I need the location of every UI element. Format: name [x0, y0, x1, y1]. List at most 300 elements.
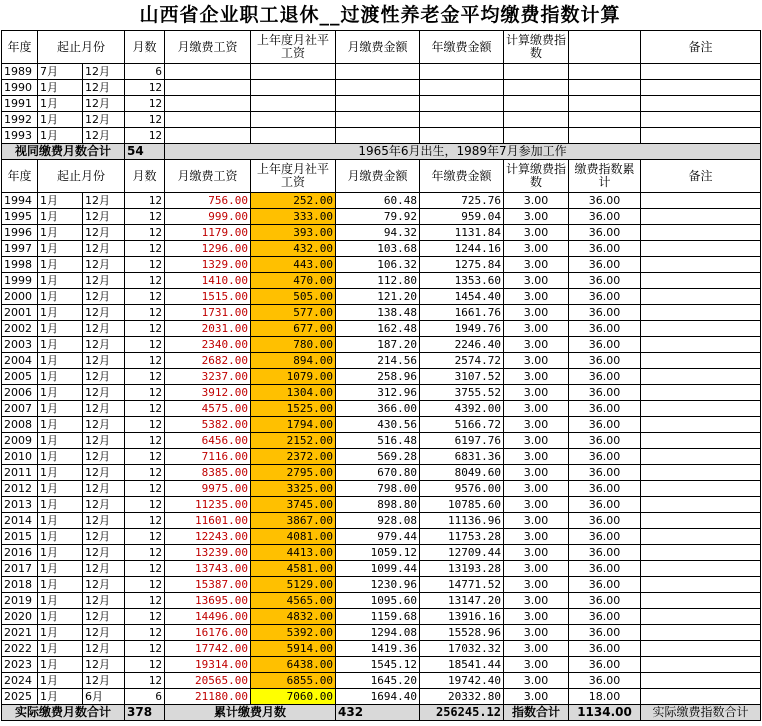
cell-index-cum[interactable]: 36.00	[569, 225, 641, 241]
cell-index[interactable]: 3.00	[504, 241, 569, 257]
cell-monthly-wage[interactable]: 13695.00	[165, 593, 251, 609]
cell-monthly-wage[interactable]: 756.00	[165, 193, 251, 209]
cell-annual-amount[interactable]: 13916.16	[420, 609, 504, 625]
cell-index[interactable]: 3.00	[504, 561, 569, 577]
cell-start-month[interactable]: 1月	[38, 593, 83, 609]
cell-end-month[interactable]: 12月	[83, 545, 125, 561]
cell-year[interactable]: 2008	[2, 417, 38, 433]
cell-empty[interactable]	[251, 80, 336, 96]
cell-index-cum[interactable]: 36.00	[569, 673, 641, 689]
cell-year[interactable]: 2025	[2, 689, 38, 705]
cell-avg-wage[interactable]: 5914.00	[251, 641, 336, 657]
cell-index-cum[interactable]: 36.00	[569, 465, 641, 481]
cell-end-month[interactable]: 12月	[83, 241, 125, 257]
header-months[interactable]: 月数	[125, 160, 165, 193]
cell-monthly-wage[interactable]: 13239.00	[165, 545, 251, 561]
cell-year[interactable]: 2002	[2, 321, 38, 337]
cell-end-month[interactable]: 12月	[83, 225, 125, 241]
cell-months[interactable]: 12	[125, 657, 165, 673]
cell-monthly-wage[interactable]: 20565.00	[165, 673, 251, 689]
cell-monthly-wage[interactable]: 12243.00	[165, 529, 251, 545]
cell-monthly-wage[interactable]: 21180.00	[165, 689, 251, 705]
cell-monthly-amount[interactable]: 928.08	[336, 513, 420, 529]
cell-avg-wage[interactable]: 4581.00	[251, 561, 336, 577]
cell-index[interactable]: 3.00	[504, 385, 569, 401]
cell-end-month[interactable]: 12月	[83, 481, 125, 497]
cell-end-month[interactable]: 12月	[83, 128, 125, 144]
cell-annual-amount[interactable]: 4392.00	[420, 401, 504, 417]
cell-remark[interactable]	[641, 321, 761, 337]
cell-end-month[interactable]: 12月	[83, 385, 125, 401]
cell-year[interactable]: 2005	[2, 369, 38, 385]
cell-index-cum[interactable]: 36.00	[569, 305, 641, 321]
cell-empty[interactable]	[504, 80, 569, 96]
cell-index[interactable]: 3.00	[504, 465, 569, 481]
cell-index-cum[interactable]: 36.00	[569, 401, 641, 417]
cell-index[interactable]: 3.00	[504, 481, 569, 497]
cell-monthly-wage[interactable]: 1296.00	[165, 241, 251, 257]
cell-monthly-amount[interactable]: 60.48	[336, 193, 420, 209]
cell-empty[interactable]	[504, 128, 569, 144]
cell-empty[interactable]	[165, 80, 251, 96]
cell-months[interactable]: 12	[125, 433, 165, 449]
cell-index[interactable]: 3.00	[504, 609, 569, 625]
cell-year[interactable]: 2012	[2, 481, 38, 497]
cell-avg-wage[interactable]: 780.00	[251, 337, 336, 353]
cell-remark[interactable]	[641, 641, 761, 657]
cell-remark[interactable]	[641, 497, 761, 513]
cell-year[interactable]: 2013	[2, 497, 38, 513]
cell-end-month[interactable]: 12月	[83, 305, 125, 321]
cell-monthly-wage[interactable]: 3237.00	[165, 369, 251, 385]
cell-annual-amount[interactable]: 9576.00	[420, 481, 504, 497]
cell-monthly-wage[interactable]: 14496.00	[165, 609, 251, 625]
cell-index-cum[interactable]: 18.00	[569, 689, 641, 705]
cell-start-month[interactable]: 1月	[38, 193, 83, 209]
cell-end-month[interactable]: 12月	[83, 417, 125, 433]
cell-avg-wage[interactable]: 505.00	[251, 289, 336, 305]
cell-annual-amount[interactable]: 19742.40	[420, 673, 504, 689]
cell-remark[interactable]	[641, 673, 761, 689]
cell-monthly-amount[interactable]: 121.20	[336, 289, 420, 305]
cell-index-cum[interactable]: 36.00	[569, 289, 641, 305]
cell-remark[interactable]	[641, 209, 761, 225]
cell-monthly-wage[interactable]: 2340.00	[165, 337, 251, 353]
cell-annual-amount[interactable]: 8049.60	[420, 465, 504, 481]
cell-remark[interactable]	[641, 545, 761, 561]
cell-remark[interactable]	[641, 561, 761, 577]
cell-monthly-wage[interactable]: 6456.00	[165, 433, 251, 449]
cell-year[interactable]: 2011	[2, 465, 38, 481]
cell-start-month[interactable]: 1月	[38, 241, 83, 257]
cell-index[interactable]: 3.00	[504, 417, 569, 433]
cell-remark[interactable]	[641, 593, 761, 609]
cell-start-month[interactable]: 7月	[38, 64, 83, 80]
cell-end-month[interactable]: 12月	[83, 641, 125, 657]
cell-monthly-amount[interactable]: 1294.08	[336, 625, 420, 641]
header-index-cum[interactable]	[569, 31, 641, 64]
header-year[interactable]: 年度	[2, 31, 38, 64]
cell-months[interactable]: 12	[125, 417, 165, 433]
cell-year[interactable]: 1997	[2, 241, 38, 257]
cell-months[interactable]: 12	[125, 481, 165, 497]
cell-avg-wage[interactable]: 333.00	[251, 209, 336, 225]
cell-start-month[interactable]: 1月	[38, 209, 83, 225]
cell-index[interactable]: 3.00	[504, 401, 569, 417]
cell-year[interactable]: 2019	[2, 593, 38, 609]
cell-annual-amount[interactable]: 13193.28	[420, 561, 504, 577]
cell-start-month[interactable]: 1月	[38, 225, 83, 241]
cell-months[interactable]: 12	[125, 241, 165, 257]
cell-empty[interactable]	[165, 112, 251, 128]
header-annual-amount[interactable]: 年缴费金额	[420, 160, 504, 193]
cell-monthly-wage[interactable]: 3912.00	[165, 385, 251, 401]
header-monthly-amount[interactable]: 月缴费金额	[336, 160, 420, 193]
cell-monthly-amount[interactable]: 1099.44	[336, 561, 420, 577]
cell-index-cum[interactable]: 36.00	[569, 417, 641, 433]
cell-start-month[interactable]: 1月	[38, 128, 83, 144]
cell-monthly-wage[interactable]: 15387.00	[165, 577, 251, 593]
cum-months-value[interactable]: 432	[336, 705, 420, 721]
cell-monthly-amount[interactable]: 138.48	[336, 305, 420, 321]
cell-end-month[interactable]: 12月	[83, 529, 125, 545]
cell-empty[interactable]	[336, 112, 420, 128]
cell-annual-amount[interactable]: 3755.52	[420, 385, 504, 401]
cell-months[interactable]: 12	[125, 449, 165, 465]
cell-year[interactable]: 2007	[2, 401, 38, 417]
cell-monthly-wage[interactable]: 11601.00	[165, 513, 251, 529]
cell-avg-wage[interactable]: 1304.00	[251, 385, 336, 401]
cell-annual-amount[interactable]: 1131.84	[420, 225, 504, 241]
cell-annual-amount[interactable]: 11753.28	[420, 529, 504, 545]
cell-remark[interactable]	[641, 193, 761, 209]
cell-year[interactable]: 2006	[2, 385, 38, 401]
cell-monthly-amount[interactable]: 1694.40	[336, 689, 420, 705]
index-total-label[interactable]: 指数合计	[504, 705, 569, 721]
cell-empty[interactable]	[165, 128, 251, 144]
cell-remark[interactable]	[641, 353, 761, 369]
cell-months[interactable]: 12	[125, 257, 165, 273]
cell-avg-wage[interactable]: 2152.00	[251, 433, 336, 449]
cell-start-month[interactable]: 1月	[38, 513, 83, 529]
cell-year[interactable]: 2020	[2, 609, 38, 625]
cell-empty[interactable]	[420, 96, 504, 112]
cell-index-cum[interactable]: 36.00	[569, 577, 641, 593]
header-remark[interactable]: 备注	[641, 160, 761, 193]
cell-start-month[interactable]: 1月	[38, 689, 83, 705]
cell-empty[interactable]	[569, 128, 641, 144]
cell-avg-wage[interactable]: 252.00	[251, 193, 336, 209]
cell-year[interactable]: 2023	[2, 657, 38, 673]
cell-monthly-amount[interactable]: 106.32	[336, 257, 420, 273]
cell-monthly-amount[interactable]: 798.00	[336, 481, 420, 497]
cell-start-month[interactable]: 1月	[38, 112, 83, 128]
cell-index[interactable]: 3.00	[504, 593, 569, 609]
cell-remark[interactable]	[641, 657, 761, 673]
cell-remark[interactable]	[641, 241, 761, 257]
cell-empty[interactable]	[569, 96, 641, 112]
cell-monthly-amount[interactable]: 1230.96	[336, 577, 420, 593]
cell-start-month[interactable]: 1月	[38, 449, 83, 465]
cell-end-month[interactable]: 12月	[83, 625, 125, 641]
cell-avg-wage[interactable]: 2795.00	[251, 465, 336, 481]
cell-end-month[interactable]: 12月	[83, 337, 125, 353]
cell-monthly-amount[interactable]: 112.80	[336, 273, 420, 289]
total-amount[interactable]: 256245.12	[420, 705, 504, 721]
cell-end-month[interactable]: 12月	[83, 401, 125, 417]
cell-index[interactable]: 3.00	[504, 289, 569, 305]
cell-annual-amount[interactable]: 1275.84	[420, 257, 504, 273]
cell-end-month[interactable]: 12月	[83, 497, 125, 513]
cell-year[interactable]: 1990	[2, 80, 38, 96]
cell-index-cum[interactable]: 36.00	[569, 369, 641, 385]
cell-year[interactable]: 1994	[2, 193, 38, 209]
cell-avg-wage[interactable]: 1079.00	[251, 369, 336, 385]
cell-empty[interactable]	[251, 64, 336, 80]
cell-monthly-amount[interactable]: 1095.60	[336, 593, 420, 609]
cell-start-month[interactable]: 1月	[38, 641, 83, 657]
cell-monthly-amount[interactable]: 979.44	[336, 529, 420, 545]
cell-index[interactable]: 3.00	[504, 257, 569, 273]
cell-start-month[interactable]: 1月	[38, 305, 83, 321]
cell-start-month[interactable]: 1月	[38, 529, 83, 545]
cell-months[interactable]: 12	[125, 193, 165, 209]
cell-monthly-wage[interactable]: 8385.00	[165, 465, 251, 481]
cell-months[interactable]: 12	[125, 401, 165, 417]
cell-remark[interactable]	[641, 289, 761, 305]
header-annual-amount[interactable]: 年缴费金额	[420, 31, 504, 64]
cell-empty[interactable]	[569, 64, 641, 80]
cell-index-cum[interactable]: 36.00	[569, 593, 641, 609]
cell-year[interactable]: 1992	[2, 112, 38, 128]
cell-start-month[interactable]: 1月	[38, 353, 83, 369]
cell-monthly-amount[interactable]: 366.00	[336, 401, 420, 417]
cell-months[interactable]: 12	[125, 609, 165, 625]
header-remark[interactable]: 备注	[641, 31, 761, 64]
cell-year[interactable]: 2017	[2, 561, 38, 577]
cell-empty[interactable]	[420, 112, 504, 128]
cell-end-month[interactable]: 12月	[83, 593, 125, 609]
cell-annual-amount[interactable]: 1454.40	[420, 289, 504, 305]
cell-monthly-wage[interactable]: 13743.00	[165, 561, 251, 577]
cell-start-month[interactable]: 1月	[38, 401, 83, 417]
cell-annual-amount[interactable]: 15528.96	[420, 625, 504, 641]
cell-empty[interactable]	[569, 80, 641, 96]
header-period[interactable]: 起止月份	[38, 160, 125, 193]
cell-annual-amount[interactable]: 20332.80	[420, 689, 504, 705]
cell-remark[interactable]	[641, 529, 761, 545]
cell-index[interactable]: 3.00	[504, 641, 569, 657]
cell-monthly-amount[interactable]: 94.32	[336, 225, 420, 241]
cell-end-month[interactable]: 12月	[83, 321, 125, 337]
cell-annual-amount[interactable]: 1244.16	[420, 241, 504, 257]
cell-start-month[interactable]: 1月	[38, 385, 83, 401]
cell-monthly-amount[interactable]: 1419.36	[336, 641, 420, 657]
cell-year[interactable]: 1998	[2, 257, 38, 273]
cell-end-month[interactable]: 12月	[83, 465, 125, 481]
cell-index[interactable]: 3.00	[504, 225, 569, 241]
cell-annual-amount[interactable]: 14771.52	[420, 577, 504, 593]
index-total-value[interactable]: 1134.00	[569, 705, 641, 721]
cell-avg-wage[interactable]: 4565.00	[251, 593, 336, 609]
cell-start-month[interactable]: 1月	[38, 369, 83, 385]
cell-monthly-wage[interactable]: 1179.00	[165, 225, 251, 241]
cell-year[interactable]: 2024	[2, 673, 38, 689]
cell-start-month[interactable]: 1月	[38, 273, 83, 289]
cell-remark[interactable]	[641, 369, 761, 385]
cell-avg-wage[interactable]: 2372.00	[251, 449, 336, 465]
cell-monthly-wage[interactable]: 16176.00	[165, 625, 251, 641]
cell-months[interactable]: 6	[125, 64, 165, 80]
cell-remark[interactable]	[641, 337, 761, 353]
cell-end-month[interactable]: 12月	[83, 369, 125, 385]
cell-monthly-wage[interactable]: 999.00	[165, 209, 251, 225]
cell-annual-amount[interactable]: 11136.96	[420, 513, 504, 529]
cell-index[interactable]: 3.00	[504, 577, 569, 593]
cell-empty[interactable]	[504, 96, 569, 112]
cell-remark[interactable]	[641, 449, 761, 465]
cell-monthly-wage[interactable]: 11235.00	[165, 497, 251, 513]
cell-months[interactable]: 12	[125, 529, 165, 545]
cell-start-month[interactable]: 1月	[38, 657, 83, 673]
cell-end-month[interactable]: 12月	[83, 673, 125, 689]
cell-months[interactable]: 12	[125, 353, 165, 369]
header-year[interactable]: 年度	[2, 160, 38, 193]
cell-months[interactable]: 12	[125, 369, 165, 385]
cell-empty[interactable]	[336, 128, 420, 144]
cell-end-month[interactable]: 12月	[83, 561, 125, 577]
cell-monthly-amount[interactable]: 569.28	[336, 449, 420, 465]
cell-annual-amount[interactable]: 1949.76	[420, 321, 504, 337]
cell-index[interactable]: 3.00	[504, 321, 569, 337]
cell-index-cum[interactable]: 36.00	[569, 497, 641, 513]
cell-months[interactable]: 12	[125, 321, 165, 337]
cell-months[interactable]: 12	[125, 625, 165, 641]
cell-months[interactable]: 12	[125, 289, 165, 305]
cell-start-month[interactable]: 1月	[38, 545, 83, 561]
cell-avg-wage[interactable]: 677.00	[251, 321, 336, 337]
cell-year[interactable]: 2016	[2, 545, 38, 561]
cell-annual-amount[interactable]: 6831.36	[420, 449, 504, 465]
cell-monthly-wage[interactable]: 19314.00	[165, 657, 251, 673]
cell-start-month[interactable]: 1月	[38, 625, 83, 641]
cell-monthly-amount[interactable]: 214.56	[336, 353, 420, 369]
cell-avg-wage[interactable]: 443.00	[251, 257, 336, 273]
cell-monthly-amount[interactable]: 103.68	[336, 241, 420, 257]
cell-months[interactable]: 12	[125, 209, 165, 225]
cell-avg-wage[interactable]: 7060.00	[251, 689, 336, 705]
cell-index-cum[interactable]: 36.00	[569, 449, 641, 465]
cell-empty[interactable]	[504, 64, 569, 80]
cell-annual-amount[interactable]: 1661.76	[420, 305, 504, 321]
cell-start-month[interactable]: 1月	[38, 96, 83, 112]
cell-remark[interactable]	[641, 609, 761, 625]
cell-start-month[interactable]: 1月	[38, 321, 83, 337]
cell-start-month[interactable]: 1月	[38, 417, 83, 433]
cell-index-cum[interactable]: 36.00	[569, 193, 641, 209]
cell-year[interactable]: 2001	[2, 305, 38, 321]
cell-months[interactable]: 12	[125, 80, 165, 96]
cell-remark[interactable]	[641, 401, 761, 417]
cell-empty[interactable]	[420, 64, 504, 80]
cell-remark[interactable]	[641, 481, 761, 497]
cell-monthly-wage[interactable]: 1515.00	[165, 289, 251, 305]
cell-empty[interactable]	[165, 96, 251, 112]
cell-end-month[interactable]: 12月	[83, 449, 125, 465]
cell-year[interactable]: 2022	[2, 641, 38, 657]
cell-start-month[interactable]: 1月	[38, 609, 83, 625]
cell-months[interactable]: 12	[125, 497, 165, 513]
cell-index[interactable]: 3.00	[504, 337, 569, 353]
cell-annual-amount[interactable]: 18541.44	[420, 657, 504, 673]
cell-index[interactable]: 3.00	[504, 673, 569, 689]
cell-months[interactable]: 12	[125, 305, 165, 321]
cell-remark[interactable]	[641, 385, 761, 401]
cell-months[interactable]: 12	[125, 337, 165, 353]
cell-index-cum[interactable]: 36.00	[569, 353, 641, 369]
cell-monthly-amount[interactable]: 430.56	[336, 417, 420, 433]
cell-start-month[interactable]: 1月	[38, 481, 83, 497]
cell-end-month[interactable]: 12月	[83, 289, 125, 305]
cell-avg-wage[interactable]: 4413.00	[251, 545, 336, 561]
header-index[interactable]: 计算缴费指数	[504, 31, 569, 64]
cell-index-cum[interactable]: 36.00	[569, 273, 641, 289]
cell-index[interactable]: 3.00	[504, 193, 569, 209]
cell-annual-amount[interactable]: 12709.44	[420, 545, 504, 561]
cell-index[interactable]: 3.00	[504, 497, 569, 513]
cell-monthly-wage[interactable]: 7116.00	[165, 449, 251, 465]
cell-annual-amount[interactable]: 3107.52	[420, 369, 504, 385]
cell-end-month[interactable]: 12月	[83, 64, 125, 80]
cell-end-month[interactable]: 12月	[83, 193, 125, 209]
cell-months[interactable]: 12	[125, 545, 165, 561]
cell-months[interactable]: 12	[125, 96, 165, 112]
cell-year[interactable]: 1999	[2, 273, 38, 289]
cell-empty[interactable]	[165, 64, 251, 80]
cell-index-cum[interactable]: 36.00	[569, 545, 641, 561]
cell-months[interactable]: 12	[125, 273, 165, 289]
cell-end-month[interactable]: 12月	[83, 257, 125, 273]
cell-index-cum[interactable]: 36.00	[569, 561, 641, 577]
cell-empty[interactable]	[251, 96, 336, 112]
cell-monthly-amount[interactable]: 162.48	[336, 321, 420, 337]
cell-index-cum[interactable]: 36.00	[569, 209, 641, 225]
cell-start-month[interactable]: 1月	[38, 433, 83, 449]
cell-index-cum[interactable]: 36.00	[569, 385, 641, 401]
cell-monthly-wage[interactable]: 1410.00	[165, 273, 251, 289]
cell-months[interactable]: 12	[125, 673, 165, 689]
cell-remark[interactable]	[641, 305, 761, 321]
cell-avg-wage[interactable]: 4832.00	[251, 609, 336, 625]
cell-year[interactable]: 2014	[2, 513, 38, 529]
cell-year[interactable]: 1989	[2, 64, 38, 80]
cell-end-month[interactable]: 12月	[83, 96, 125, 112]
cell-empty[interactable]	[420, 80, 504, 96]
cell-index-cum[interactable]: 36.00	[569, 321, 641, 337]
cell-end-month[interactable]: 12月	[83, 112, 125, 128]
cell-monthly-amount[interactable]: 1545.12	[336, 657, 420, 673]
cell-end-month[interactable]: 12月	[83, 577, 125, 593]
cell-empty[interactable]	[504, 112, 569, 128]
cell-start-month[interactable]: 1月	[38, 257, 83, 273]
cell-months[interactable]: 12	[125, 128, 165, 144]
cell-index[interactable]: 3.00	[504, 529, 569, 545]
cell-year[interactable]: 2018	[2, 577, 38, 593]
cell-annual-amount[interactable]: 6197.76	[420, 433, 504, 449]
cell-remark[interactable]	[641, 257, 761, 273]
cell-months[interactable]: 12	[125, 465, 165, 481]
cell-start-month[interactable]: 1月	[38, 577, 83, 593]
